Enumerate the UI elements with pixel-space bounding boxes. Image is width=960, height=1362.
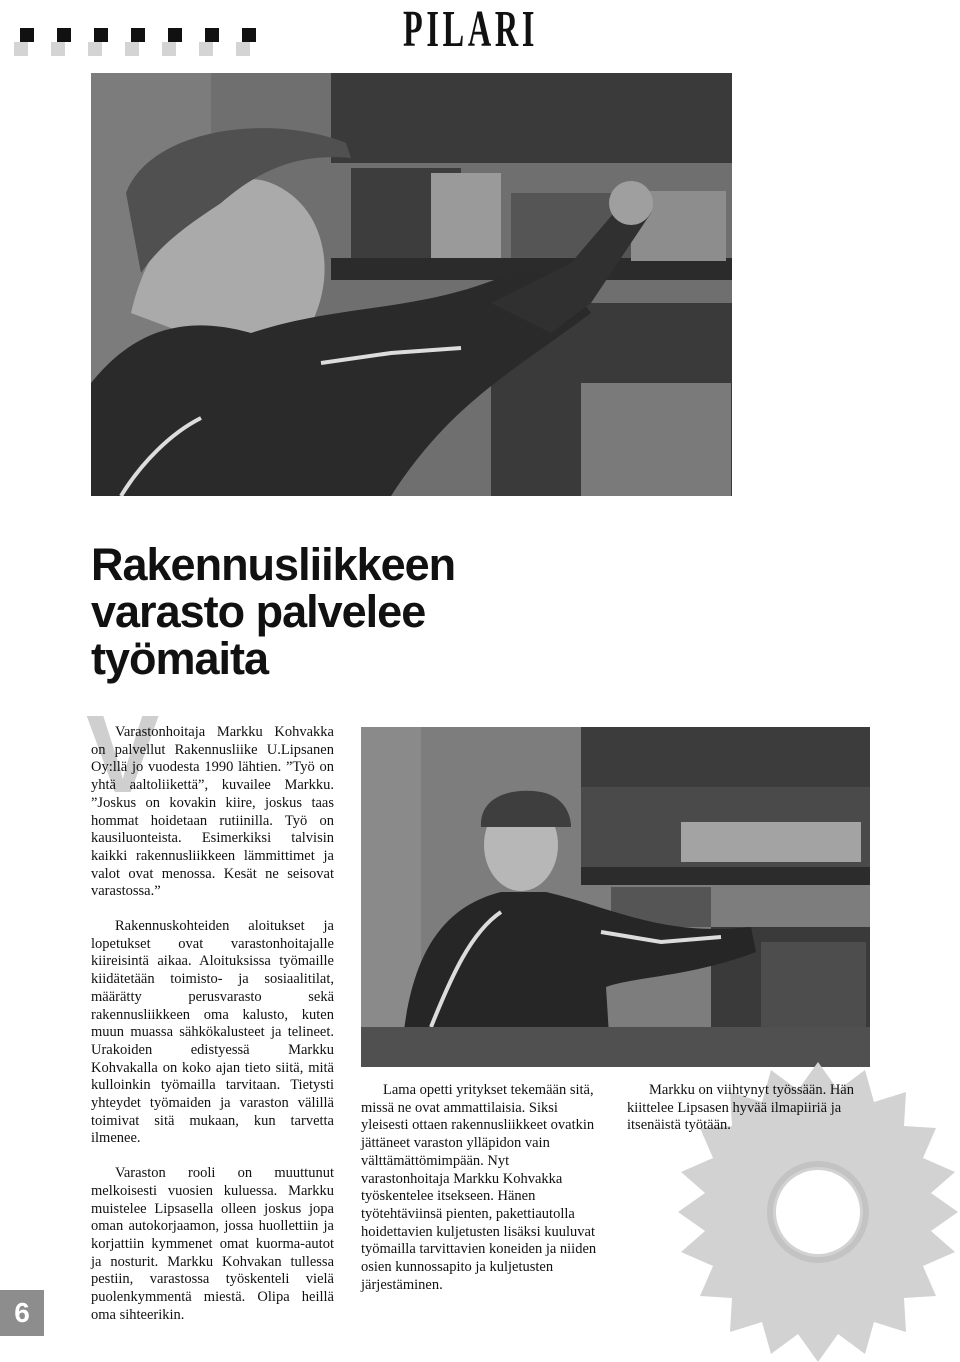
drop-cap: V: [86, 693, 160, 816]
headline-line-3: työmaita: [91, 633, 269, 684]
headline-line-2: varasto palvelee: [91, 586, 426, 637]
magazine-title: PILARI: [403, 1, 539, 58]
article-column-3: [627, 1082, 870, 1152]
paragraph-intro: Varastonhoitaja Markku Kohvakka on palvellut Rakennusliike U.Lipsanen Oy:llä jo vuodesta 1990 lähtien. ”Työ on yhtä aaltoliikettä”, kuvailee Markku. ”Joskus on kovakin kiire, joskus taas hommat hoidetaan rutiinilla. Työ on kausiluonteista. Esimerkiksi talvisin kaikki rakennusliikkeen lämmittimet ja valot ovat menossa. Kesät ne seisovat varastossa.”: [91, 724, 334, 900]
article-column-1: [91, 724, 334, 1342]
paragraph-body: Varaston rooli on muuttunut melkoisesti vuosien kuluessa. Markku muistelee Lipsasella olleen joskus jopa oman autokorjaamon, jossa huollettiin ja korjattiin kymmenet omat kuorma-autot ja nosturit. Markku Kohvakan tullessa pestiin, varastossa työskenteli vielä puolenkymmentä miestä. Olipa heillä oma sihteerikin.: [91, 1165, 334, 1323]
photo-worker-portrait: [361, 727, 870, 1067]
masthead-checker-pattern: [14, 22, 264, 56]
paragraph-body: Lama opetti yritykset tekemään sitä, missä ne ovat ammattilaisia. Siksi yleisesti ottaen rakennusliikkeet ovatkin jättäneet varaston ylläpidon vain välttämättömimpään. Nyt varastonhoitaja Markku Kohvakka työskentelee itsekseen. Hänen työtehtäviinsä pienten, pakettiautolla hoidettavien kuljetusten lisäksi kuuluvat työmailla tarvittavien koneiden ja niiden osien kunnossapito ja kuljetusten järjestäminen.: [361, 1082, 597, 1293]
paragraph-closing: Markku on viihtynyt työssään. Hän kiittelee Lipsasen hyvää ilmapiiriä ja itsenäistä työtään.: [627, 1082, 854, 1134]
page-number: 6: [0, 1290, 44, 1336]
article-column-2: [361, 1082, 601, 1311]
paragraph-body: Rakennuskohteiden aloitukset ja lopetukset ovat varastonhoitajalle kiireisintä aikaa. Aloituksissa työmaille kiidätetään toimisto- ja sosiaalitilat, määrätty perusvarasto sekä rakennusliikkeen oma kalusto, kuten muun muassa sähkökalusteet ja telineet. Urakoiden edistyessä Markku Kohvakalla on koko ajan tieto siitä, mitä kulloinkin työmailla tarvitaan. Tietysti yhteydet työmaiden ja varaston välillä toimivat sitä mukaan, kun tarvetta ilmenee.: [91, 918, 334, 1147]
article-headline: [91, 541, 691, 682]
photo-worker-at-shelf: [91, 73, 732, 496]
headline-line-1: Rakennusliikkeen: [91, 539, 456, 590]
